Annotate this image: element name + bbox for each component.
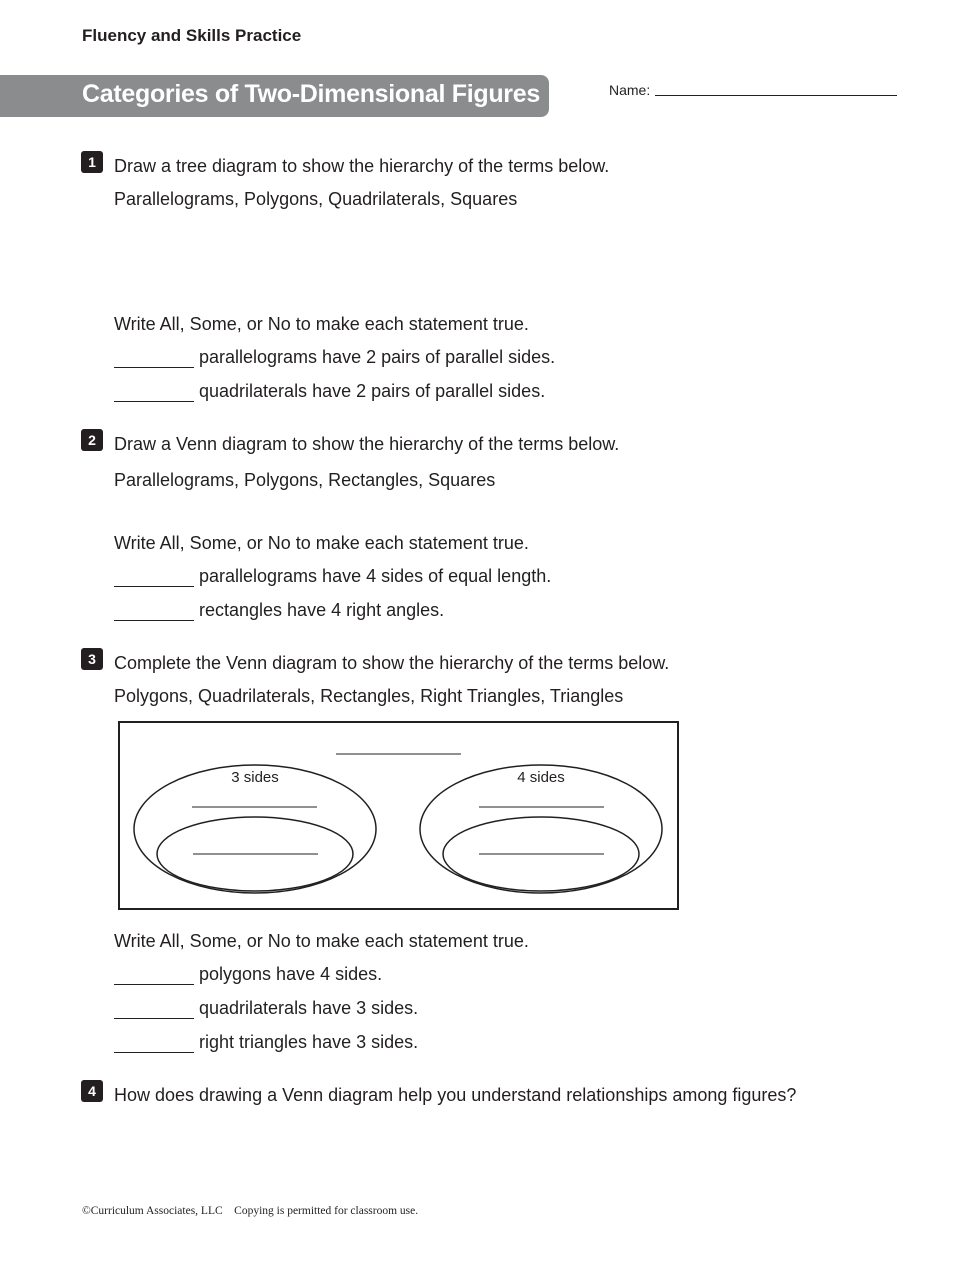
statement-text: quadrilaterals have 2 pairs of parallel sides. [199, 381, 546, 401]
question-1-statement-2 [114, 380, 545, 402]
statement-text: parallelograms have 4 sides of equal length. [199, 566, 552, 586]
question-2-prompt: Draw a Venn diagram to show the hierarchy of the terms below. [114, 434, 620, 454]
question-1-statement-1 [114, 346, 555, 368]
question-4-prompt: How does drawing a Venn diagram help you understand relationships among figures? [114, 1085, 797, 1105]
name-label: Name: [609, 82, 651, 98]
question-1-terms: Parallelograms, Polygons, Quadrilaterals, Squares [114, 189, 518, 209]
page-title: Categories of Two-Dimensional Figures [82, 80, 540, 108]
question-1-prompt: Draw a tree diagram to show the hierarchy of the terms below. [114, 156, 610, 176]
footer-notice: Copying is permitted for classroom use. [234, 1205, 419, 1217]
answer-blank[interactable] [114, 385, 194, 402]
venn-diagram [118, 721, 679, 910]
question-3-statement-1 [114, 963, 382, 985]
question-3-statement-3 [114, 1031, 418, 1053]
question-3-prompt: Complete the Venn diagram to show the hierarchy of the terms below. [114, 653, 670, 673]
footer-copyright: ©Curriculum Associates, LLC [82, 1205, 223, 1217]
answer-blank[interactable] [114, 570, 194, 587]
question-2-number: 2 [81, 429, 103, 451]
statement-text: right triangles have 3 sides. [199, 1032, 419, 1052]
page-footer [82, 1205, 418, 1217]
answer-blank[interactable] [114, 1036, 194, 1053]
statement-text: parallelograms have 2 pairs of parallel sides. [199, 347, 556, 367]
answer-blank[interactable] [114, 1002, 194, 1019]
answer-blank[interactable] [114, 604, 194, 621]
question-3-instruction: Write All, Some, or No to make each statement true. [114, 931, 529, 951]
question-2-statement-1 [114, 565, 551, 587]
answer-blank[interactable] [114, 351, 194, 368]
venn-left-label: 3 sides [231, 769, 279, 786]
question-3-statement-2 [114, 997, 418, 1019]
question-2-statement-2 [114, 599, 444, 621]
question-4-number: 4 [81, 1080, 103, 1102]
venn-right-label: 4 sides [517, 769, 565, 786]
question-3-terms: Polygons, Quadrilaterals, Rectangles, Right Triangles, Triangles [114, 686, 624, 706]
question-1-number: 1 [81, 151, 103, 173]
name-field[interactable] [655, 95, 897, 96]
question-1-instruction: Write All, Some, or No to make each statement true. [114, 314, 529, 334]
page-header-label: Fluency and Skills Practice [82, 26, 302, 45]
answer-blank[interactable] [114, 968, 194, 985]
question-2-instruction: Write All, Some, or No to make each statement true. [114, 533, 529, 553]
question-2-terms: Parallelograms, Polygons, Rectangles, Squares [114, 470, 496, 490]
venn-outer-box [119, 722, 678, 909]
statement-text: polygons have 4 sides. [199, 964, 383, 984]
question-3-number: 3 [81, 648, 103, 670]
statement-text: rectangles have 4 right angles. [199, 600, 445, 620]
statement-text: quadrilaterals have 3 sides. [199, 998, 419, 1018]
